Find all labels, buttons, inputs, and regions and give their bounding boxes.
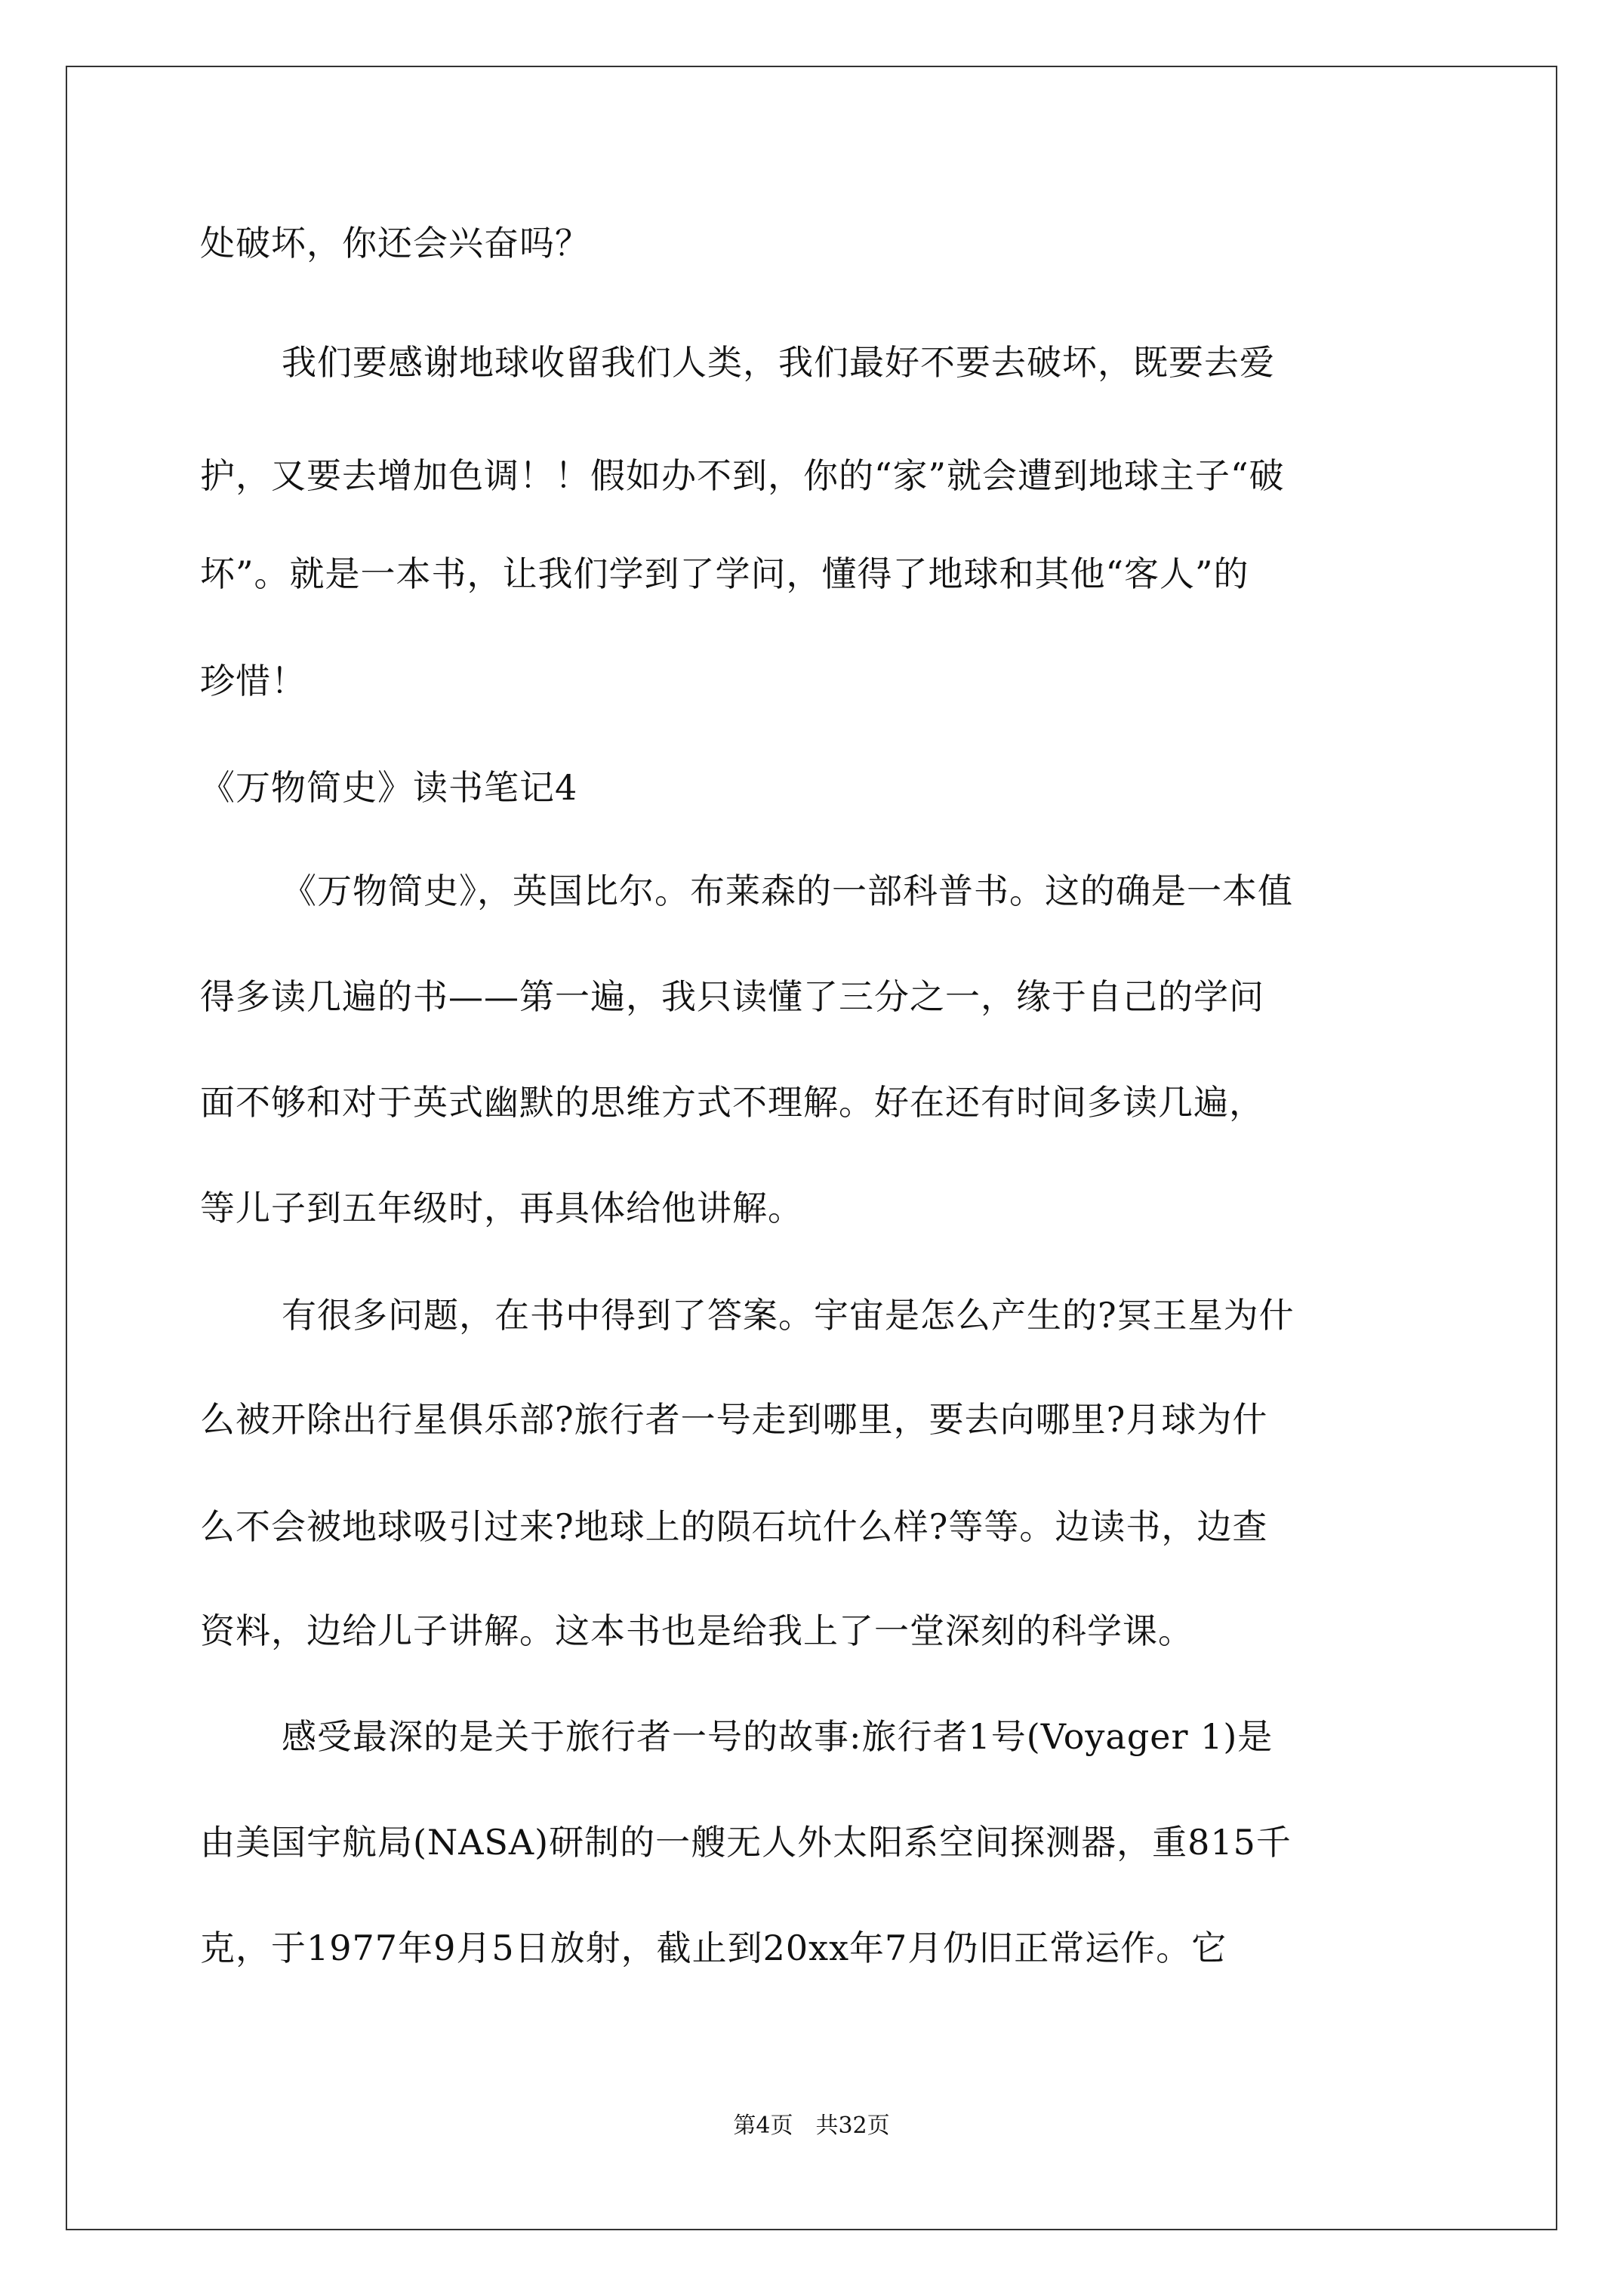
paragraph-line: 么不会被地球吸引过来?地球上的陨石坑什么样?等等。边读书，边查: [200, 1506, 1268, 1547]
paragraph-line: 处破坏，你还会兴奋吗？: [200, 223, 590, 264]
paragraph-line: 坏”。就是一本书，让我们学到了学问，懂得了地球和其他“客人”的: [200, 553, 1249, 594]
paragraph-line: 有很多问题，在书中得到了答案。宇宙是怎么产生的?冥王星为什: [282, 1295, 1295, 1336]
paragraph-line: 得多读几遍的书——第一遍，我只读懂了三分之一，缘于自己的学问: [200, 976, 1264, 1017]
paragraph-line: 面不够和对于英式幽默的思维方式不理解。好在还有时间多读几遍，: [200, 1082, 1264, 1123]
page-border: [66, 66, 1557, 2230]
paragraph-line: 《万物简史》，英国比尔。布莱森的一部科普书。这的确是一本值: [282, 871, 1293, 911]
paragraph-line: 么被开除出行星俱乐部?旅行者一号走到哪里，要去向哪里?月球为什: [200, 1399, 1268, 1440]
section-heading: 《万物简史》读书笔记4: [200, 767, 578, 808]
paragraph-line: 珍惜！: [200, 661, 306, 701]
page-number-footer: 第4页 共32页: [733, 2113, 890, 2139]
paragraph-line: 等儿子到五年级时，再具体给他讲解。: [200, 1188, 803, 1228]
paragraph-line: 由美国宇航局(NASA)研制的一艘无人外太阳系空间探测器，重815千: [200, 1822, 1292, 1863]
paragraph-line: 克，于1977年9月5日放射，截止到20xx年7月仍旧正常运作。它: [200, 1928, 1227, 1968]
paragraph-line: 资料，边给儿子讲解。这本书也是给我上了一堂深刻的科学课。: [200, 1610, 1193, 1651]
paragraph-line: 我们要感谢地球收留我们人类，我们最好不要去破坏，既要去爱: [282, 342, 1275, 383]
paragraph-line: 护，又要去增加色调！！假如办不到，你的“家”就会遭到地球主子“破: [200, 455, 1285, 496]
paragraph-line: 感受最深的是关于旅行者一号的故事:旅行者1号(Voyager 1)是: [282, 1716, 1273, 1757]
